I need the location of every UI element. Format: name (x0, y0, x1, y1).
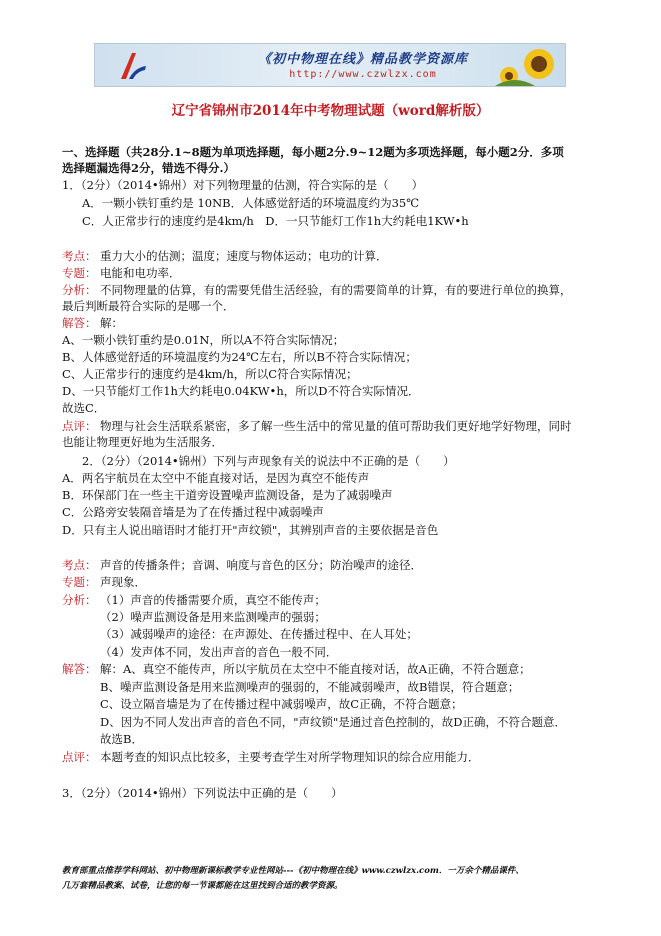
label-dianping: 点评： (62, 419, 97, 433)
q1-options-ab: A．一颗小铁钉重约是 10NB．人体感觉舒适的环境温度约为35℃ (82, 196, 420, 210)
q1-options-cd: C．人正常步行的速度约是4km/h D．一只节能灯工作1h大约耗电1KW•h (82, 214, 469, 228)
header-banner (94, 43, 566, 87)
q2-answer-d: D、因为不同人发出声音的音色不同，"声纹锁"是通过音色控制的，故D正确，不符合题意． (100, 715, 567, 729)
question-3: 3．（2分）（2014•锦州）下列说法中正确的是（ ） (62, 786, 343, 800)
q2-answer-b: B、噪声监测设备是用来监测噪声的强弱的，不能减弱噪声，故B错误，符合题意； (100, 680, 520, 694)
q2-answer-c: C、设立隔音墙是为了在传播过程中减弱噪声，故C正确，不符合题意； (100, 697, 463, 711)
q1-choice: 故选C． (62, 401, 106, 415)
label-fenxi: 分析： (62, 593, 97, 607)
q2-answer-a: 解：A、真空不能传声，所以宇航员在太空中不能直接对话，故A正确，不符合题意； (100, 662, 531, 676)
label-fenxi: 分析： (62, 283, 97, 297)
q1-zhuanti: 电能和电功率． (100, 266, 181, 280)
q2-zhuanti: 声现象． (100, 575, 146, 589)
label-kaodian: 考点： (62, 558, 97, 572)
label-zhuanti: 专题： (62, 575, 97, 589)
section-heading-cont: 选择题漏选得2分，错选不得分.） (62, 161, 236, 175)
banner-url[interactable]: http://www.czwlzx.com (289, 69, 437, 80)
section-heading: 一、选择题（共28分.1~8题为单项选择题，每小题2分.9~12题为多项选择题，每小题2分．多项 (62, 145, 564, 159)
q1-answer-b: B、人体感觉舒适的环境温度约为24℃左右，所以B不符合实际情况； (62, 350, 417, 364)
q2-fenxi-3: （3）减弱噪声的途径：在声源处、在传播过程中、在人耳处； (100, 627, 418, 641)
q2-fenxi-2: （2）噪声监测设备是用来监测噪声的强弱； (100, 610, 326, 624)
q2-fenxi-4: （4）发声体不同，发出声音的音色一般不同． (100, 645, 338, 659)
footer (62, 864, 602, 894)
q1-fenxi-cont: 最后判断最符合实际的是哪一个． (62, 299, 235, 313)
q2-choice: 故选B． (100, 732, 143, 746)
q2-option-c: C．公路旁安装隔音墙是为了在传播过程中减弱噪声 (62, 505, 324, 519)
q1-dianping: 物理与社会生活联系紧密，多了解一些生活中的常见量的值可帮助我们更好地学好物理，同时 (100, 419, 572, 433)
q2-dianping: 本题考查的知识点比较多，主要考查学生对所学物理知识的综合应用能力． (100, 750, 480, 764)
q2-option-a: A．两名宇航员在太空中不能直接对话，是因为真空不能传声 (62, 471, 370, 485)
document-title: 辽宁省锦州市2014年中考物理试题（word解析版） (171, 103, 490, 119)
label-zhuanti: 专题： (62, 266, 97, 280)
footer-line-2: 几万套精品教案、试卷，让您的每一节课都能在这里找到合适的教学资源。 (62, 881, 343, 891)
q1-answer-d: D、一只节能灯工作1h大约耗电0.04KW•h，所以D不符合实际情况． (62, 384, 420, 398)
q2-kaodian: 声音的传播条件；音调、响度与音色的区分；防治噪声的途径． (100, 558, 422, 572)
q1-fenxi: 不同物理量的估算，有的需要凭借生活经验，有的需要简单的计算，有的要进行单位的换算， (100, 283, 572, 297)
q1-dianping-cont: 也能让物理更好地为生活服务． (62, 435, 223, 449)
q2-option-b: B．环保部门在一些主干道旁设置噪声监测设备，是为了减弱噪声 (62, 488, 393, 502)
site-logo-icon (115, 49, 149, 83)
label-kaodian: 考点： (62, 249, 97, 263)
q1-answer-a: A、一颗小铁钉重约是0.01N，所以A不符合实际情况； (62, 333, 345, 347)
q1-answer-c: C、人正常步行的速度约是4km/h，所以C符合实际情况； (62, 367, 358, 381)
banner-title: 《初中物理在线》精品教学资源库 (257, 52, 468, 67)
label-jieda: 解答： (62, 316, 97, 330)
q1-kaodian: 重力大小的估测；温度；速度与物体运动；电功的计算． (100, 249, 388, 263)
q2-option-d: D．只有主人说出暗语时才能打开"声纹锁"，其辨别声音的主要依据是音色 (62, 523, 439, 537)
footer-line-1: 教育部重点推荐学科网站、初中物理新课标教学专业性网站---《初中物理在线》www.czwlzx.com．一万余个精品课件、 (62, 866, 524, 876)
label-dianping: 点评： (62, 750, 97, 764)
question-2: 2．（2分）（2014•锦州）下列与声现象有关的说法中不正确的是（ ） (82, 454, 455, 468)
q2-fenxi-1: （1）声音的传播需要介质，真空不能传声； (100, 593, 326, 607)
q1-jieda: 解： (100, 316, 123, 330)
sunflower-icon (495, 46, 561, 86)
question-1: 1．（2分）（2014•锦州）对下列物理量的估测，符合实际的是（ ） (62, 178, 424, 192)
label-jieda: 解答： (62, 662, 97, 676)
